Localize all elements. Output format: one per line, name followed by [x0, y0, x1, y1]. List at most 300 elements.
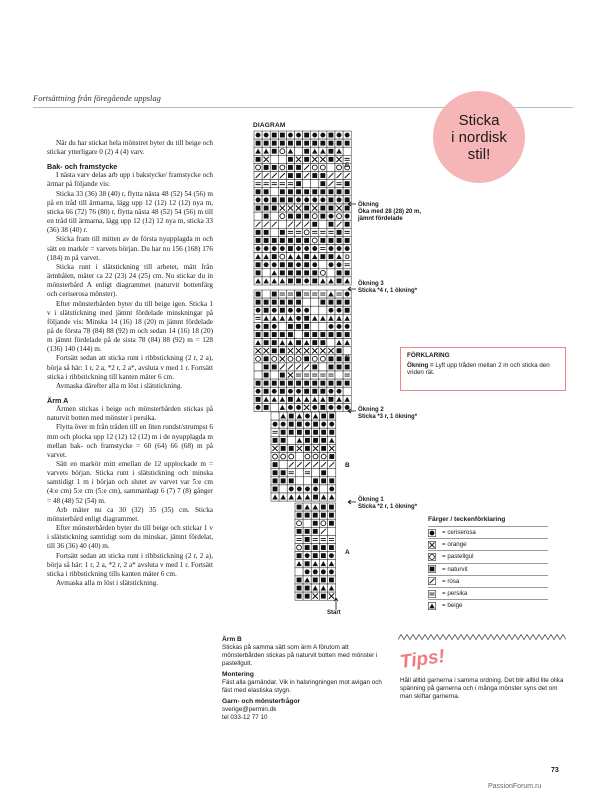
- chart-cell: [262, 339, 270, 347]
- chart-cell: [254, 363, 262, 371]
- left-heading: Bak- och framstycke: [47, 162, 118, 172]
- chart-cell: [286, 180, 294, 188]
- legend-item-label: = persika: [442, 590, 468, 598]
- chart-cell: [295, 347, 303, 355]
- middle-text-column: [222, 633, 382, 722]
- chart-cell: [262, 331, 270, 339]
- chart-cell: [312, 469, 320, 477]
- chart-cell: [312, 412, 320, 420]
- chart-cell: [295, 420, 303, 428]
- legend-item: [428, 600, 548, 611]
- chart-cell: [295, 306, 303, 314]
- chart-cell: [262, 355, 270, 363]
- chart-cell: [311, 261, 319, 269]
- legend-item-label: = ceriserosa: [442, 529, 476, 537]
- mid-heading: Montering: [222, 671, 254, 678]
- chart-cell: [335, 347, 343, 355]
- chart-cell: [286, 228, 294, 236]
- chart-cell: [254, 236, 262, 244]
- chart-cell: [327, 147, 335, 155]
- chart-cell: [343, 322, 351, 330]
- legend-item: [428, 564, 548, 575]
- annotation-okning-3: [358, 281, 417, 295]
- chart-cell: [311, 519, 319, 527]
- chart-cell: [311, 544, 319, 552]
- chart-cell: [254, 139, 262, 147]
- chart-cell: [295, 163, 303, 171]
- chart-cell: [295, 544, 303, 552]
- explanation-term: Ökning =: [407, 361, 434, 369]
- chart-cell: [270, 387, 278, 395]
- chart-cell: [286, 403, 294, 411]
- chart-cell: [319, 139, 327, 147]
- annotation-okning-2-l2: Sticka *3 r, 1 ökning*: [358, 414, 418, 421]
- chart-cell: [327, 277, 335, 285]
- chart-cell: [279, 485, 287, 493]
- chart-cell: [319, 395, 327, 403]
- chart-cell: [327, 371, 335, 379]
- chart-cell: [295, 568, 303, 576]
- chart-cell: [320, 461, 328, 469]
- chart-cell: [295, 290, 303, 298]
- chart-cell: [311, 527, 319, 535]
- chart-cell: [287, 461, 295, 469]
- chart-cell: [295, 527, 303, 535]
- chart-cell: [254, 379, 262, 387]
- chart-cell: [303, 163, 311, 171]
- chart-cell: [343, 261, 351, 269]
- chart-cell: [303, 544, 311, 552]
- chart-cell: [319, 188, 327, 196]
- chart-cell: [327, 331, 335, 339]
- chart-cell: [312, 485, 320, 493]
- chart-cell: [262, 212, 270, 220]
- chart-cell: [270, 172, 278, 180]
- chart-cell: [335, 298, 343, 306]
- chart-cell: [295, 444, 303, 452]
- chart-cell: [270, 212, 278, 220]
- chart-cell: [319, 527, 327, 535]
- chart-cell: [286, 363, 294, 371]
- chart-cell: [262, 277, 270, 285]
- chart-cell: [279, 420, 287, 428]
- chart-cell: [295, 147, 303, 155]
- chart-cell: [311, 395, 319, 403]
- start-arrow-icon: [334, 598, 338, 610]
- chart-cell: [312, 461, 320, 469]
- chart-cell: [335, 245, 343, 253]
- chart-cell: [295, 535, 303, 543]
- chart-cell: [320, 453, 328, 461]
- chart-cell: [295, 155, 303, 163]
- chart-cell: [327, 228, 335, 236]
- chart-cell: [262, 371, 270, 379]
- chart-cell: [262, 204, 270, 212]
- chart-cell: [270, 269, 278, 277]
- chart-cell: [335, 269, 343, 277]
- chart-cell: [319, 552, 327, 560]
- chart-cell: [303, 147, 311, 155]
- chart-cell: [254, 172, 262, 180]
- chart-cell: [262, 131, 270, 139]
- badge-line-2: i nordisk: [451, 128, 507, 146]
- chart-cell: [303, 180, 311, 188]
- chart-cell: [303, 584, 311, 592]
- chart-cell: [327, 298, 335, 306]
- chart-cell: [295, 503, 303, 511]
- chart-cell: [303, 493, 311, 501]
- chart-cell: [327, 592, 335, 600]
- chart-cell: [254, 180, 262, 188]
- chart-cell: [303, 228, 311, 236]
- chart-cell: [335, 147, 343, 155]
- chart-cell: [278, 155, 286, 163]
- square-symbol-icon: [428, 565, 436, 573]
- chart-cell: [270, 331, 278, 339]
- chart-cell: [270, 180, 278, 188]
- left-paragraph: Sätt en markör mitt emellan de 12 upplockade m = varvets början. Sticka runt i slätstickning och minska samtidigt 1 m i början och slutet av varvet var 5:e cm (4:e cm) 5:e cm (5:e cm), sammanlagt 6 (7) 7 (8) gånger = 48 (48) 52 (54) m.: [47, 460, 213, 505]
- chart-cell: [312, 428, 320, 436]
- chart-cell: [270, 355, 278, 363]
- chart-cell: [311, 269, 319, 277]
- chart-cell: [286, 245, 294, 253]
- chart-cell: [279, 477, 287, 485]
- chart-cell: [311, 568, 319, 576]
- chart-cell: [270, 196, 278, 204]
- chart-cell: [319, 314, 327, 322]
- chart-cell: [319, 363, 327, 371]
- chart-cell: [319, 592, 327, 600]
- chart-cell: [295, 220, 303, 228]
- chart-cell: [319, 204, 327, 212]
- chart-cell: [270, 379, 278, 387]
- chart-cell: [327, 511, 335, 519]
- chart-cell: [295, 314, 303, 322]
- chart-cell: [303, 188, 311, 196]
- chart-cell: [254, 290, 262, 298]
- arrow-icon: [348, 500, 356, 504]
- chart-cell: [262, 245, 270, 253]
- chart-cell: [320, 477, 328, 485]
- chart-cell: [271, 420, 279, 428]
- chart-cell: [287, 469, 295, 477]
- chart-cell: [262, 147, 270, 155]
- badge-line-1: Sticka: [458, 111, 500, 129]
- annotation-okning-1-l2: Sticka *2 r, 1 ökning*: [358, 504, 418, 511]
- chart-cell: [271, 412, 279, 420]
- chart-cell: [286, 172, 294, 180]
- chart-cell: [270, 147, 278, 155]
- chart-cell: [286, 236, 294, 244]
- chart-cell: [278, 371, 286, 379]
- chart-cell: [270, 204, 278, 212]
- chart-cell: [303, 306, 311, 314]
- chart-cell: [335, 290, 343, 298]
- chart-cell: [254, 347, 262, 355]
- chart-cell: [270, 220, 278, 228]
- page-number: 73: [551, 767, 559, 774]
- chart-cell: [320, 485, 328, 493]
- chart-cell: [262, 196, 270, 204]
- triangle-symbol-icon: [428, 602, 436, 610]
- chart-cell: [311, 298, 319, 306]
- chart-cell: [311, 503, 319, 511]
- chart-cell: [343, 188, 351, 196]
- chart-cell: [295, 236, 303, 244]
- chart-cell: [328, 469, 336, 477]
- color-legend: [428, 516, 548, 611]
- chart-cell: [319, 245, 327, 253]
- chart-cell: [319, 339, 327, 347]
- chart-cell: [286, 131, 294, 139]
- legend-item: [428, 539, 548, 550]
- chart-cell: [270, 298, 278, 306]
- chart-cell: [328, 412, 336, 420]
- chart-cell: [278, 236, 286, 244]
- chart-cell: [311, 155, 319, 163]
- chart-cell: [311, 560, 319, 568]
- chart-cell: [319, 298, 327, 306]
- chart-cell: [254, 147, 262, 155]
- chart-cell: [303, 503, 311, 511]
- chart-cell: [262, 180, 270, 188]
- chart-cell: [319, 322, 327, 330]
- chart-cell: [303, 347, 311, 355]
- chart-cell: [303, 403, 311, 411]
- chart-cell: [303, 568, 311, 576]
- chart-cell: [303, 444, 311, 452]
- chart-cell: [254, 331, 262, 339]
- chart-cell: [254, 403, 262, 411]
- legend-item-label: = rosa: [442, 577, 460, 585]
- chart-cell: [311, 163, 319, 171]
- explanation-box: [400, 347, 566, 391]
- chart-cell: [286, 204, 294, 212]
- chart-cell: [254, 355, 262, 363]
- chart-cell: [254, 204, 262, 212]
- chart-cell: [254, 212, 262, 220]
- chart-cell: [286, 371, 294, 379]
- mid-heading: Garn- och mönsterfrågor: [222, 698, 301, 705]
- chart-cell: [319, 155, 327, 163]
- chart-cell: [335, 253, 343, 261]
- legend-item-label: = pastellgul: [442, 553, 474, 561]
- chart-cell: [327, 584, 335, 592]
- chart-cell: [295, 371, 303, 379]
- section-label-c: C: [345, 354, 350, 361]
- chart-cell: [254, 277, 262, 285]
- chart-cell: [328, 444, 336, 452]
- chart-cell: [270, 253, 278, 261]
- chart-cell: [343, 212, 351, 220]
- chart-cell: [279, 436, 287, 444]
- mid-paragraph: tel 033-12 77 10: [222, 714, 268, 721]
- chart-cell: [295, 261, 303, 269]
- chart-cell: [335, 387, 343, 395]
- chart-cell: [278, 387, 286, 395]
- chart-cell: [327, 519, 335, 527]
- chart-cell: [303, 204, 311, 212]
- chart-cell: [295, 403, 303, 411]
- chart-cell: [327, 204, 335, 212]
- annotation-okning-1-l1: Ökning 1: [358, 497, 384, 503]
- chart-cell: [319, 568, 327, 576]
- chart-cell: [279, 493, 287, 501]
- chart-cell: [327, 395, 335, 403]
- chart-cell: [311, 306, 319, 314]
- chart-cell: [343, 363, 351, 371]
- chart-cell: [303, 379, 311, 387]
- explanation-body: [407, 362, 559, 377]
- chart-cell: [286, 298, 294, 306]
- chart-cell: [271, 436, 279, 444]
- chart-cell: [286, 306, 294, 314]
- chart-cell: [278, 363, 286, 371]
- chart-cell: [262, 163, 270, 171]
- chart-cell: [303, 269, 311, 277]
- chart-cell: [262, 395, 270, 403]
- chart-cell: [295, 576, 303, 584]
- chart-cell: [303, 277, 311, 285]
- chart-cell: [278, 253, 286, 261]
- chart-cell: [319, 163, 327, 171]
- legend-item-label: = orange: [442, 541, 467, 549]
- chart-cell: [295, 584, 303, 592]
- chart-cell: [295, 552, 303, 560]
- chart-cell: [287, 412, 295, 420]
- chart-cell: [271, 444, 279, 452]
- chart-cell: [327, 220, 335, 228]
- chart-cell: [320, 428, 328, 436]
- chart-cell: [287, 436, 295, 444]
- chart-cell: [327, 552, 335, 560]
- chart-cell: [286, 290, 294, 298]
- chart-cell: [303, 485, 311, 493]
- chart-cell: [319, 535, 327, 543]
- chart-cell: [335, 139, 343, 147]
- chart-cell: [343, 314, 351, 322]
- left-paragraph: Efter mönsterbården byter du till beige igen. Sticka 1 v i slätstickning med jämnt fördelade minskningar på följande vis: Minska 14 (16) 18 (20) m jämnt fördelade på de första 78 (84) 88 (92) m och sedan 14 (16) 18 (20) m jämnt fördelade på de sista 78 (84) 88 (92) m = 128 (136) 140 (144) m.: [47, 299, 213, 354]
- chart-cell: [262, 347, 270, 355]
- chart-cell: [303, 253, 311, 261]
- chart-cell: [327, 403, 335, 411]
- chart-cell: [320, 412, 328, 420]
- left-paragraph: I nästa varv delas arb upp i bakstycke/ framstycke och ärmar på följande vis:: [47, 171, 213, 189]
- annotation-okning-3-l1: Ökning 3: [358, 281, 384, 287]
- chart-cell: [335, 277, 343, 285]
- chart-cell: [303, 576, 311, 584]
- chart-cell: [343, 236, 351, 244]
- chart-cell: [320, 420, 328, 428]
- chart-cell: [343, 298, 351, 306]
- chart-cell: [311, 363, 319, 371]
- explanation-title: FÖRKLARING: [407, 352, 450, 359]
- chart-cell: [328, 477, 336, 485]
- chart-cell: [328, 485, 336, 493]
- chart-cell: [311, 139, 319, 147]
- chart-cell: [286, 147, 294, 155]
- chart-cell: [319, 511, 327, 519]
- chart-cell: [295, 172, 303, 180]
- chart-cell: [303, 387, 311, 395]
- chart-cell: [262, 314, 270, 322]
- chart-cell: [270, 314, 278, 322]
- chart-cell: [327, 560, 335, 568]
- chart-cell: [343, 290, 351, 298]
- chart-cell: [343, 172, 351, 180]
- chart-cell: [303, 261, 311, 269]
- chart-cell: [278, 163, 286, 171]
- chart-cell: [327, 261, 335, 269]
- chart-cell: [303, 331, 311, 339]
- explanation-text: Lyft upp tråden mellan 2 m och sticka den vriden rät.: [407, 361, 550, 377]
- chart-cell: [327, 196, 335, 204]
- chart-cell: [278, 395, 286, 403]
- chart-cell: [327, 163, 335, 171]
- chart-cell: [327, 269, 335, 277]
- chart-cell: [303, 220, 311, 228]
- chart-cell: [335, 204, 343, 212]
- diagram-title: DIAGRAM: [253, 122, 286, 129]
- chart-cell: [278, 172, 286, 180]
- chart-cell: [295, 592, 303, 600]
- chart-cell: [295, 298, 303, 306]
- mid-paragraph: Fäst alla garnändar. Vik in halsringningen mot avigan och fäst med elastiska stygn.: [222, 679, 382, 694]
- chart-cell: [311, 403, 319, 411]
- annotation-okning-1: [358, 497, 417, 511]
- chart-cell: [262, 290, 270, 298]
- chart-cell: [254, 269, 262, 277]
- chart-cell: [286, 188, 294, 196]
- chart-cell: [311, 552, 319, 560]
- chart-cell: [303, 355, 311, 363]
- chart-cell: [328, 436, 336, 444]
- chart-cell: [270, 347, 278, 355]
- chart-cell: [343, 395, 351, 403]
- chart-cell: [343, 331, 351, 339]
- chart-cell: [328, 453, 336, 461]
- chart-cell: [278, 147, 286, 155]
- chart-cell: [254, 220, 262, 228]
- tips-title: Tips!: [398, 645, 447, 674]
- chart-cell: [287, 493, 295, 501]
- chart-cell: [327, 155, 335, 163]
- chart-cell: [327, 568, 335, 576]
- chart-cell: [327, 131, 335, 139]
- chart-cell: [278, 261, 286, 269]
- chart-cell: [319, 403, 327, 411]
- chart-cell: [295, 436, 303, 444]
- chart-cell: [311, 339, 319, 347]
- chart-cell: [286, 355, 294, 363]
- legend-item: [428, 527, 548, 538]
- left-paragraph: Fortsätt sedan att sticka runt i ribbstickning (2 r, 2 a), börja så här: 1 r, 2 a, *2 r, 2 a* avsluta v med 1 r. Fortsätt sticka i ribbstickning tills kanten mäter 6 cm.: [47, 551, 213, 578]
- chart-cell: [327, 379, 335, 387]
- chart-cell: [320, 493, 328, 501]
- chart-cell: [262, 253, 270, 261]
- chart-cell: [295, 245, 303, 253]
- chart-cell: [278, 331, 286, 339]
- chart-cell: [254, 188, 262, 196]
- chart-cell: [254, 371, 262, 379]
- chart-cell: [303, 371, 311, 379]
- chart-cell: [270, 322, 278, 330]
- chart-cell: [319, 355, 327, 363]
- chart-cell: [311, 379, 319, 387]
- annotation-okning-2-l1: Ökning 2: [358, 407, 384, 413]
- chart-cell: [270, 371, 278, 379]
- chart-cell: [319, 371, 327, 379]
